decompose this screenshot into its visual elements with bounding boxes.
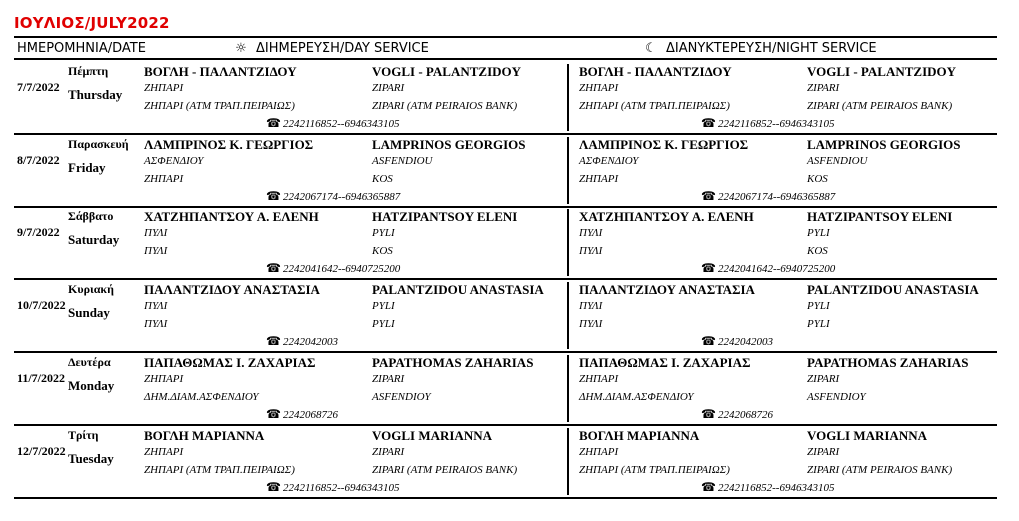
night-location-greek: ΠΥΛΙ: [579, 227, 603, 239]
day-pharmacist-name-greek: ΧΑΤΖΗΠΑΝΤΣΟΥ Α. ΕΛΕΝΗ: [144, 209, 319, 224]
night-address-greek: ΖΗΠΑΡΙ (ΑΤΜ ΤΡΑΠ.ΠΕΙΡΑΙΩΣ): [579, 464, 730, 476]
row-day-greek: Πέμπτη: [68, 64, 109, 78]
night-pharmacist-name-greek: ΠΑΠΑΘΩΜΑΣ Ι. ΖΑΧΑΡΙΑΣ: [579, 355, 751, 370]
night-pharmacist-name-greek: ΛΑΜΠΡΙΝΟΣ Κ. ΓΕΩΡΓΙΟΣ: [579, 137, 749, 152]
day-location-greek: ΑΣΦΕΝΔΙΟΥ: [144, 155, 204, 167]
day-address-greek: ΖΗΠΑΡΙ (ΑΤΜ ΤΡΑΠ.ΠΕΙΡΑΙΩΣ): [144, 464, 295, 476]
column-divider: [567, 64, 569, 131]
day-address-english: ZIPARI (ATM PEIRAIOS BANK): [372, 100, 518, 112]
night-location-greek: ΖΗΠΑΡΙ: [579, 446, 619, 458]
night-phone: [701, 116, 834, 131]
schedule-row: [14, 426, 997, 499]
phone-icon: ☎: [701, 261, 716, 275]
column-divider: [567, 282, 569, 349]
day-phone-number: 2242042003: [282, 336, 338, 348]
day-location-greek: ΠΥΛΙ: [144, 227, 168, 239]
night-phone-number: 2242041642--6940725200: [717, 263, 836, 275]
row-day-english: Friday: [68, 160, 106, 175]
day-address-greek: ΖΗΠΑΡΙ: [144, 173, 184, 185]
row-day-english: Tuesday: [68, 451, 114, 466]
row-day-english: Saturday: [68, 232, 120, 247]
phone-icon: ☎: [701, 116, 716, 130]
night-address-english: KOS: [807, 173, 828, 185]
row-date: 9/7/2022: [17, 225, 60, 239]
phone-icon: ☎: [266, 334, 281, 348]
day-location-greek: ΖΗΠΑΡΙ: [144, 373, 184, 385]
night-location-greek: ΠΥΛΙ: [579, 300, 603, 312]
row-day-greek: Τρίτη: [68, 428, 99, 442]
night-location-greek: ΖΗΠΑΡΙ: [579, 82, 619, 94]
night-address-greek: ΖΗΠΑΡΙ (ΑΤΜ ΤΡΑΠ.ΠΕΙΡΑΙΩΣ): [579, 100, 730, 112]
date-column-header: ΗΜΕΡΟΜΗΝΙΑ/DATE: [17, 41, 146, 56]
day-phone: [266, 480, 399, 495]
day-address-english: ASFENDIOY: [372, 391, 431, 403]
day-pharmacist-name-english: VOGLI MARIANNA: [372, 428, 492, 443]
night-location-english: PYLI: [807, 300, 830, 312]
day-location-english: PYLI: [372, 227, 395, 239]
night-address-greek: ΔΗΜ.ΔΙΑΜ.ΑΣΦΕΝΔΙΟΥ: [579, 391, 694, 403]
day-pharmacist-name-greek: ΒΟΓΛΗ ΜΑΡΙΑΝΝΑ: [144, 428, 265, 443]
day-pharmacist-name-greek: ΛΑΜΠΡΙΝΟΣ Κ. ΓΕΩΡΓΙΟΣ: [144, 137, 314, 152]
day-address-english: KOS: [372, 245, 393, 257]
day-phone-number: 2242116852--6946343105: [282, 118, 400, 130]
night-address-english: ASFENDIOY: [807, 391, 866, 403]
night-phone: [701, 261, 835, 276]
schedule-row: [14, 353, 997, 426]
phone-icon: ☎: [701, 189, 716, 203]
night-location-english: ASFENDIOU: [807, 155, 868, 167]
night-pharmacist-name-english: PAPATHOMAS ZAHARIAS: [807, 355, 969, 370]
day-phone-number: 2242068726: [282, 409, 338, 421]
day-address-greek: ΠΥΛΙ: [144, 245, 168, 257]
day-phone-number: 2242116852--6946343105: [282, 482, 400, 494]
column-divider: [567, 355, 569, 422]
day-address-english: ZIPARI (ATM PEIRAIOS BANK): [372, 464, 518, 476]
night-phone: [701, 407, 773, 422]
night-pharmacist-name-greek: ΧΑΤΖΗΠΑΝΤΣΟΥ Α. ΕΛΕΝΗ: [579, 209, 754, 224]
day-pharmacist-name-greek: ΠΑΛΑΝΤΖΙΔΟΥ ΑΝΑΣΤΑΣΙΑ: [144, 282, 320, 297]
night-phone: [701, 480, 834, 495]
night-phone: [701, 189, 835, 204]
row-day-greek: Σάββατο: [68, 209, 114, 223]
day-location-english: ZIPARI: [372, 373, 405, 385]
night-address-english: ZIPARI (ATM PEIRAIOS BANK): [807, 464, 953, 476]
row-day-greek: Κυριακή: [68, 282, 114, 296]
night-location-english: ZIPARI: [807, 446, 840, 458]
phone-icon: ☎: [266, 480, 281, 494]
night-location-english: PYLI: [807, 227, 830, 239]
row-day-english: Monday: [68, 378, 115, 393]
column-divider: [567, 137, 569, 204]
schedule-row: [14, 207, 997, 280]
phone-icon: ☎: [701, 407, 716, 421]
page-title: ΙΟΥΛΙΟΣ/JULY2022: [14, 14, 170, 32]
night-address-english: ZIPARI (ATM PEIRAIOS BANK): [807, 100, 953, 112]
night-pharmacist-name-greek: ΠΑΛΑΝΤΖΙΔΟΥ ΑΝΑΣΤΑΣΙΑ: [579, 282, 755, 297]
day-phone: [266, 261, 400, 276]
night-address-greek: ΖΗΠΑΡΙ: [579, 173, 619, 185]
night-address-english: KOS: [807, 245, 828, 257]
day-address-greek: ΖΗΠΑΡΙ (ΑΤΜ ΤΡΑΠ.ΠΕΙΡΑΙΩΣ): [144, 100, 295, 112]
night-location-greek: ΑΣΦΕΝΔΙΟΥ: [579, 155, 639, 167]
day-phone: [266, 189, 400, 204]
day-location-english: ZIPARI: [372, 82, 405, 94]
day-phone: [266, 116, 399, 131]
moon-icon: ☾: [645, 41, 657, 56]
day-phone-number: 2242041642--6940725200: [282, 263, 401, 275]
day-service-label: ΔΙΗΜΕΡΕΥΣΗ/DAY SERVICE: [256, 41, 429, 56]
night-address-greek: ΠΥΛΙ: [579, 245, 603, 257]
day-pharmacist-name-english: PALANTZIDOU ANASTASIA: [372, 282, 544, 297]
day-location-greek: ΠΥΛΙ: [144, 300, 168, 312]
day-service-header: [232, 41, 429, 56]
night-pharmacist-name-english: LAMPRINOS GEORGIOS: [807, 137, 961, 152]
night-pharmacist-name-greek: ΒΟΓΛΗ ΜΑΡΙΑΝΝΑ: [579, 428, 700, 443]
day-address-greek: ΔΗΜ.ΔΙΑΜ.ΑΣΦΕΝΔΙΟΥ: [144, 391, 259, 403]
day-location-greek: ΖΗΠΑΡΙ: [144, 82, 184, 94]
day-pharmacist-name-english: VOGLI - PALANTZIDOY: [372, 64, 522, 79]
night-service-header: [642, 41, 877, 56]
day-pharmacist-name-english: PAPATHOMAS ZAHARIAS: [372, 355, 534, 370]
night-location-english: ZIPARI: [807, 373, 840, 385]
night-phone-number: 2242116852--6946343105: [717, 118, 835, 130]
column-divider: [567, 209, 569, 276]
schedule-row: [14, 62, 997, 135]
day-location-english: ZIPARI: [372, 446, 405, 458]
phone-icon: ☎: [266, 189, 281, 203]
day-address-english: PYLI: [372, 318, 395, 330]
day-location-english: ASFENDIOU: [372, 155, 433, 167]
column-divider: [567, 428, 569, 495]
day-phone: [266, 407, 338, 422]
row-date: 7/7/2022: [17, 80, 60, 94]
night-phone-number: 2242042003: [717, 336, 773, 348]
day-location-english: PYLI: [372, 300, 395, 312]
schedule-row: [14, 280, 997, 353]
sun-icon: ☼: [235, 41, 247, 56]
night-phone-number: 2242067174--6946365887: [717, 191, 836, 203]
night-pharmacist-name-english: PALANTZIDOU ANASTASIA: [807, 282, 979, 297]
day-pharmacist-name-english: HATZIPANTSOY ELENI: [372, 209, 518, 224]
row-date: 11/7/2022: [17, 371, 66, 385]
phone-icon: ☎: [701, 480, 716, 494]
row-day-greek: Παρασκευή: [68, 137, 129, 151]
row-date: 12/7/2022: [17, 444, 66, 458]
day-pharmacist-name-greek: ΒΟΓΛΗ - ΠΑΛΑΝΤΖΙΔΟΥ: [144, 64, 297, 79]
day-pharmacist-name-english: LAMPRINOS GEORGIOS: [372, 137, 526, 152]
day-address-english: KOS: [372, 173, 393, 185]
phone-icon: ☎: [266, 407, 281, 421]
night-address-greek: ΠΥΛΙ: [579, 318, 603, 330]
row-date: 10/7/2022: [17, 298, 66, 312]
night-phone-number: 2242068726: [717, 409, 773, 421]
day-location-greek: ΖΗΠΑΡΙ: [144, 446, 184, 458]
table-header: [14, 36, 997, 60]
phone-icon: ☎: [701, 334, 716, 348]
row-date: 8/7/2022: [17, 153, 60, 167]
phone-icon: ☎: [266, 261, 281, 275]
night-pharmacist-name-english: VOGLI - PALANTZIDOY: [807, 64, 957, 79]
night-pharmacist-name-greek: ΒΟΓΛΗ - ΠΑΛΑΝΤΖΙΔΟΥ: [579, 64, 732, 79]
row-day-english: Thursday: [68, 87, 123, 102]
night-pharmacist-name-english: VOGLI MARIANNA: [807, 428, 927, 443]
day-address-greek: ΠΥΛΙ: [144, 318, 168, 330]
night-location-english: ZIPARI: [807, 82, 840, 94]
night-pharmacist-name-english: HATZIPANTSOY ELENI: [807, 209, 953, 224]
row-day-english: Sunday: [68, 305, 110, 320]
schedule-row: [14, 135, 997, 208]
day-phone-number: 2242067174--6946365887: [282, 191, 401, 203]
day-pharmacist-name-greek: ΠΑΠΑΘΩΜΑΣ Ι. ΖΑΧΑΡΙΑΣ: [144, 355, 316, 370]
row-day-greek: Δευτέρα: [68, 355, 111, 369]
night-address-english: PYLI: [807, 318, 830, 330]
night-service-label: ΔΙΑΝΥΚΤΕΡΕΥΣΗ/NIGHT SERVICE: [666, 41, 877, 56]
night-phone-number: 2242116852--6946343105: [717, 482, 835, 494]
day-phone: [266, 334, 338, 349]
night-location-greek: ΖΗΠΑΡΙ: [579, 373, 619, 385]
phone-icon: ☎: [266, 116, 281, 130]
night-phone: [701, 334, 773, 349]
